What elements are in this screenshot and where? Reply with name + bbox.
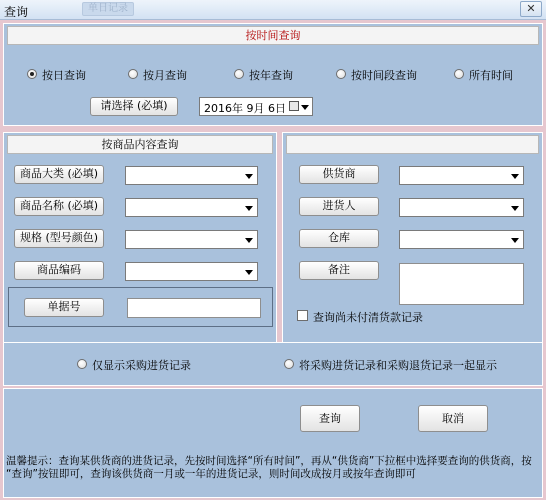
radio-button[interactable] bbox=[27, 69, 37, 79]
product-code-select[interactable] bbox=[125, 262, 258, 281]
record-options-panel: 仅显示采购进货记录 将采购进货记录和采购退货记录一起显示 bbox=[3, 342, 543, 386]
radio-button[interactable] bbox=[284, 359, 294, 369]
chevron-down-icon bbox=[245, 174, 253, 179]
background-tab: 单日记录 bbox=[82, 2, 134, 16]
actions-panel bbox=[3, 388, 543, 498]
unpaid-checkbox[interactable] bbox=[297, 310, 308, 321]
purchaser-select[interactable] bbox=[399, 198, 524, 217]
category-select[interactable] bbox=[125, 166, 258, 185]
note-label-button[interactable]: 备注 bbox=[299, 261, 379, 280]
supplier-query-panel: 供货商 进货人 仓库 备注 查询尚未付清货款记录 bbox=[282, 132, 543, 344]
hint-line-1: 温馨提示：查询某供货商的进货记录，先按时间选择“所有时间”，再从“供货商”下拉框中选择要查询的供货商，按 bbox=[6, 455, 532, 467]
doc-number-label-button[interactable]: 单据号 bbox=[24, 298, 104, 317]
purchaser-label-button[interactable]: 进货人 bbox=[299, 197, 379, 216]
chevron-down-icon bbox=[245, 270, 253, 275]
select-date-button[interactable]: 请选择 (必填) bbox=[90, 97, 178, 116]
time-query-panel: 按时间查询 按日查询 按月查询 按年查询 按时间段查询 所有时间 请选择 (必填) 2016年 9月 6日 bbox=[3, 23, 543, 126]
doc-number-input[interactable] bbox=[127, 298, 261, 318]
hint-line-2: “查询”按钮即可，查询该供货商一月或一年的进货记录，则时间改成按月或按年查询即可 bbox=[6, 468, 416, 480]
window-title: 查询 bbox=[4, 5, 29, 19]
chevron-down-icon bbox=[511, 238, 519, 243]
product-query-panel bbox=[3, 132, 277, 344]
date-value: 2016年 9月 6日 bbox=[204, 102, 286, 115]
radio-button[interactable] bbox=[234, 69, 244, 79]
doc-number-group bbox=[8, 287, 273, 327]
chevron-down-icon bbox=[511, 174, 519, 179]
dialog-body bbox=[0, 20, 546, 500]
product-name-select[interactable] bbox=[125, 198, 258, 217]
query-button[interactable]: 查询 bbox=[300, 405, 360, 432]
spec-label-button[interactable]: 规格 (型号颜色) bbox=[14, 229, 104, 248]
calendar-icon[interactable] bbox=[289, 101, 299, 111]
supplier-label-button[interactable]: 供货商 bbox=[299, 165, 379, 184]
note-input[interactable] bbox=[399, 263, 524, 305]
supplier-select[interactable] bbox=[399, 166, 524, 185]
spec-select[interactable] bbox=[125, 230, 258, 249]
category-label-button[interactable]: 商品大类 (必填) bbox=[14, 165, 104, 184]
date-picker[interactable] bbox=[199, 97, 313, 116]
radio-button[interactable] bbox=[336, 69, 346, 79]
cancel-button[interactable]: 取消 bbox=[418, 405, 488, 432]
chevron-down-icon bbox=[245, 206, 253, 211]
supplier-query-header bbox=[286, 135, 539, 154]
chevron-down-icon bbox=[245, 238, 253, 243]
product-query-header: 按商品内容查询 bbox=[7, 135, 273, 154]
product-code-label-button[interactable]: 商品编码 bbox=[14, 261, 104, 280]
warehouse-label-button[interactable]: 仓库 bbox=[299, 229, 379, 248]
radio-button[interactable] bbox=[454, 69, 464, 79]
title-bar bbox=[0, 0, 546, 20]
product-name-label-button[interactable]: 商品名称 (必填) bbox=[14, 197, 104, 216]
close-button[interactable]: ✕ bbox=[520, 1, 542, 17]
radio-button[interactable] bbox=[128, 69, 138, 79]
hint-text bbox=[6, 455, 540, 481]
radio-button[interactable] bbox=[77, 359, 87, 369]
time-query-header: 按时间查询 bbox=[7, 26, 539, 45]
chevron-down-icon[interactable] bbox=[301, 105, 309, 110]
chevron-down-icon bbox=[511, 206, 519, 211]
warehouse-select[interactable] bbox=[399, 230, 524, 249]
